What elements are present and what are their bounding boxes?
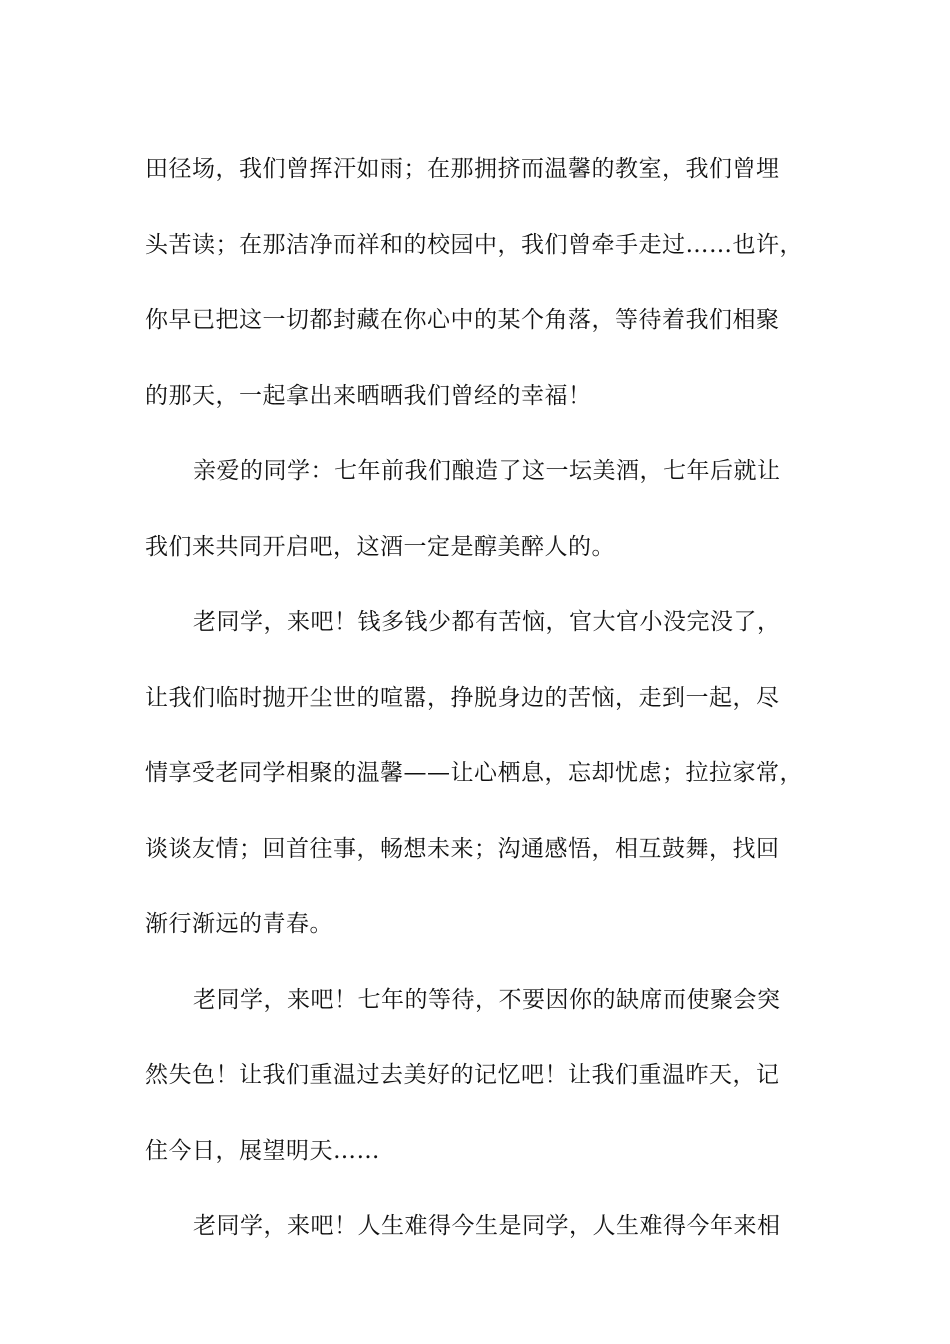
paragraph-first-line: 老同学，来吧！人生难得今生是同学，人生难得今年来相 <box>193 1213 781 1239</box>
paragraph-first-line: 老同学，来吧！七年的等待，不要因你的缺席而使聚会突 <box>193 986 781 1013</box>
text-line: 你早已把这一切都封藏在你心中的某个角落，等待着我们相聚 <box>145 307 780 333</box>
text-line: 的那天，一起拿出来晒晒我们曾经的幸福！ <box>145 382 592 409</box>
text-line: 我们来共同开启吧，这酒一定是醇美醉人的。 <box>145 533 615 560</box>
text-line: 田径场，我们曾挥汗如雨；在那拥挤而温馨的教室，我们曾埋 <box>145 156 780 182</box>
paragraph-first-line: 老同学，来吧！钱多钱少都有苦恼，官大官小没完没了， <box>193 609 781 635</box>
text-line: 渐行渐远的青春。 <box>145 911 333 937</box>
text-line: 头苦读；在那洁净而祥和的校园中，我们曾牵手走过……也许， <box>145 231 803 258</box>
text-line: 然失色！让我们重温过去美好的记忆吧！让我们重温昨天，记 <box>145 1062 780 1088</box>
body-text <box>145 132 815 1265</box>
text-line: 住今日，展望明天…… <box>145 1137 380 1164</box>
text-line: 情享受老同学相聚的温馨——让心栖息，忘却忧虑；拉拉家常， <box>145 760 803 786</box>
text-line: 让我们临时抛开尘世的喧嚣，挣脱身边的苦恼，走到一起，尽 <box>145 684 780 711</box>
paragraph-first-line: 亲爱的同学：七年前我们酿造了这一坛美酒，七年后就让 <box>193 458 781 484</box>
text-line: 谈谈友情；回首往事，畅想未来；沟通感悟，相互鼓舞，找回 <box>145 835 780 862</box>
